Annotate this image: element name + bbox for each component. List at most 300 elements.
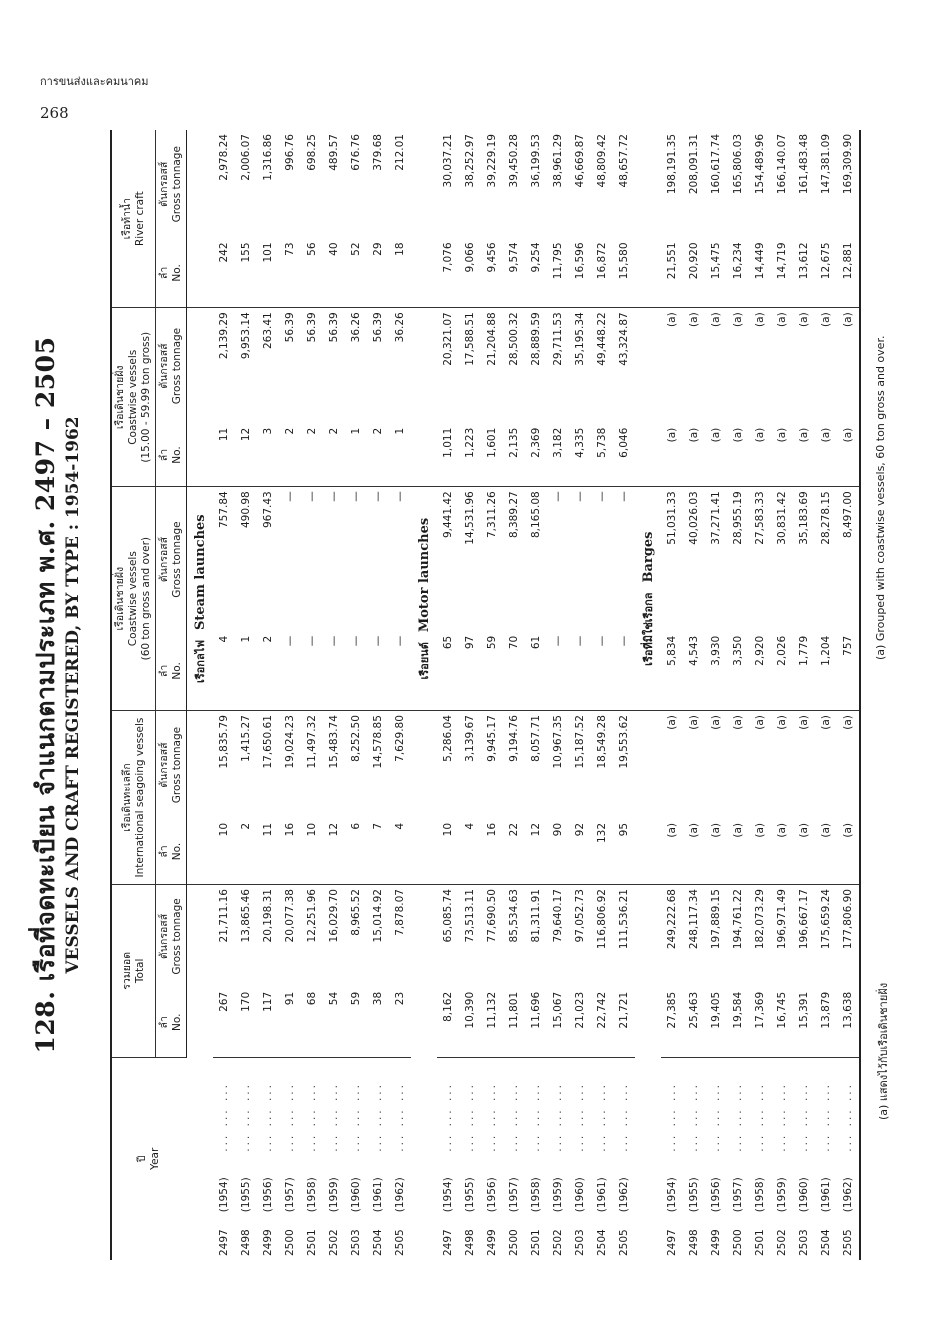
count-cell: 14,449	[749, 238, 771, 307]
count-cell: 90	[547, 819, 569, 885]
year-gregorian: (1956)	[262, 1177, 274, 1213]
table-row	[771, 130, 793, 1260]
count-cell: 22	[503, 819, 525, 885]
tonnage-cell: (a)	[798, 312, 810, 327]
tonnage-cell: 37,271.41	[710, 491, 722, 545]
leader-dots: ... ... ...	[837, 1057, 860, 1156]
year-gregorian: (1961)	[596, 1177, 608, 1213]
tonnage-cell: 11,497.32	[306, 715, 318, 769]
count-cell: 4	[459, 819, 481, 885]
count-cell: 9,254	[525, 238, 547, 307]
count-cell: 15,475	[705, 238, 727, 307]
count-cell: 19,405	[705, 988, 727, 1057]
count-cell: (a)	[727, 424, 749, 487]
count-cell: 10	[437, 819, 459, 885]
count-cell: 38	[367, 988, 389, 1057]
tonnage-cell: 28,500.32	[508, 312, 520, 366]
count-cell: 16,872	[591, 238, 613, 307]
year-gregorian: (1957)	[284, 1177, 296, 1213]
count-cell: 15,067	[547, 988, 569, 1057]
year-gregorian: (1954)	[666, 1177, 678, 1213]
tonnage-cell: 36.26	[350, 312, 362, 343]
leader-dots: ... ... ...	[618, 1082, 630, 1152]
tonnage-cell: 18,549.28	[596, 715, 608, 769]
vessels-table	[110, 130, 861, 1260]
leader-dots: ... ... ...	[596, 1082, 608, 1152]
leader-dots: ... ... ...	[218, 1082, 230, 1152]
tonnage-cell: 39,450.28	[508, 134, 520, 188]
year-gregorian: (1957)	[732, 1177, 744, 1213]
year-thai: 2498	[464, 1229, 476, 1256]
leader-dots: ... ... ...	[754, 1082, 766, 1152]
count-cell: 12	[323, 819, 345, 885]
tonnage-cell: 36,199.53	[530, 134, 542, 188]
year-gregorian: (1962)	[394, 1177, 406, 1213]
tonnage-cell: 182,073.29	[754, 889, 766, 950]
table-row	[591, 130, 613, 1260]
year-thai: 2497	[442, 1229, 454, 1256]
count-cell: 155	[235, 238, 257, 307]
tonnage-cell: 51,031.33	[666, 491, 678, 545]
tonnage-cell: 27,583.33	[754, 491, 766, 545]
section-heading-row	[187, 130, 214, 1260]
count-cell: (a)	[749, 424, 771, 487]
table-row	[793, 130, 815, 1260]
year-thai: 2501	[530, 1229, 542, 1256]
tonnage-cell: (a)	[820, 312, 832, 327]
count-cell: 11,132	[481, 988, 503, 1057]
tonnage-cell: 13,865.46	[240, 889, 252, 943]
count-cell: 2,369	[525, 424, 547, 487]
tonnage-cell: —	[596, 491, 608, 502]
year-thai: 2499	[262, 1229, 274, 1256]
year-gregorian: (1961)	[820, 1177, 832, 1213]
tonnage-cell: 2,978.24	[218, 134, 230, 181]
table-row	[389, 130, 411, 1260]
count-cell: —	[569, 632, 591, 711]
tonnage-cell: 14,531.96	[464, 491, 476, 545]
tonnage-cell: 757.84	[218, 491, 230, 529]
section-heading-row	[411, 130, 437, 1260]
tonnage-cell: 81,311.91	[530, 889, 542, 943]
count-cell: 117	[257, 988, 279, 1057]
tonnage-cell: 8,252.50	[350, 715, 362, 762]
tonnage-cell: 10,967.35	[552, 715, 564, 769]
count-cell: (a)	[705, 819, 727, 885]
count-cell: (a)	[837, 819, 860, 885]
table-row	[705, 130, 727, 1260]
tonnage-cell: 9,945.17	[486, 715, 498, 762]
count-cell: 12,675	[815, 238, 837, 307]
year-gregorian: (1960)	[350, 1177, 362, 1213]
tonnage-cell: 65,085.74	[442, 889, 454, 943]
tonnage-cell: (a)	[754, 715, 766, 730]
year-thai: 2503	[798, 1229, 810, 1256]
leader-dots: ... ... ...	[486, 1082, 498, 1152]
count-cell: 101	[257, 238, 279, 307]
tonnage-cell: 28,889.59	[530, 312, 542, 366]
count-cell: 91	[279, 988, 301, 1057]
count-cell: 10,390	[459, 988, 481, 1057]
count-cell: —	[345, 632, 367, 711]
table-body	[187, 130, 861, 1260]
tonnage-cell: 30,037.21	[442, 134, 454, 188]
tonnage-cell: 35,195.34	[574, 312, 586, 366]
leader-dots: ... ... ...	[328, 1082, 340, 1152]
tonnage-cell: 17,588.51	[464, 312, 476, 366]
count-cell: —	[367, 632, 389, 711]
tonnage-cell: 196,971.49	[776, 889, 788, 950]
count-cell: 13,638	[837, 988, 860, 1057]
tonnage-cell: —	[394, 491, 406, 502]
leader-dots: ... ... ...	[350, 1082, 362, 1152]
table-row	[749, 130, 771, 1260]
tonnage-cell: 40,026.03	[688, 491, 700, 545]
year-thai: 2505	[837, 1216, 860, 1260]
tonnage-cell: 35,183.69	[798, 491, 810, 545]
count-cell: 23	[389, 988, 411, 1057]
tonnage-cell: 5,286.04	[442, 715, 454, 762]
section-label: เรือที่มิใช่เรือกลBarges	[635, 487, 661, 711]
tonnage-cell: 165,806.03	[732, 134, 744, 195]
count-cell: 2,135	[503, 424, 525, 487]
tonnage-cell: 197,889.15	[710, 889, 722, 950]
rotated-table-block	[30, 120, 910, 1270]
count-cell: 4,543	[683, 632, 705, 711]
table-row	[367, 130, 389, 1260]
count-cell: 2	[301, 424, 323, 487]
count-cell: 2	[323, 424, 345, 487]
count-cell: 11	[213, 424, 235, 487]
count-cell: 61	[525, 632, 547, 711]
tonnage-cell: 996.76	[284, 134, 296, 171]
count-cell: 1,779	[793, 632, 815, 711]
total-header: รวมยอด Total	[111, 885, 156, 1058]
year-gregorian: (1954)	[442, 1177, 454, 1213]
tonnage-cell: (a)	[666, 715, 678, 730]
tonnage-cell: (a)	[754, 312, 766, 327]
leader-dots: ... ... ...	[240, 1082, 252, 1152]
count-cell: 21,023	[569, 988, 591, 1057]
count-cell: 2	[257, 632, 279, 711]
year-thai: 2500	[508, 1229, 520, 1256]
table-row	[279, 130, 301, 1260]
count-cell: 3	[257, 424, 279, 487]
footnote-english: (a) Grouped with coastwise vessels, 60 ton gross and over.	[874, 335, 887, 660]
table-row	[727, 130, 749, 1260]
tonnage-cell: 8,389.27	[508, 491, 520, 539]
count-cell: 13,879	[815, 988, 837, 1057]
tonnage-cell: 39,229.19	[486, 134, 498, 188]
table-titles	[30, 120, 108, 1270]
tonnage-cell: 20,077.38	[284, 889, 296, 943]
tonnage-cell: 56.39	[306, 312, 318, 343]
count-cell: 9,456	[481, 238, 503, 307]
count-cell: 27,385	[661, 988, 683, 1057]
tonnage-cell: 7,629.80	[394, 715, 406, 762]
leader-dots: ... ... ...	[530, 1082, 542, 1152]
count-cell: (a)	[837, 424, 860, 487]
count-cell: 9,574	[503, 238, 525, 307]
count-cell: 2,026	[771, 632, 793, 711]
tonnage-cell: 676.76	[350, 134, 362, 171]
leader-dots: ... ... ...	[508, 1082, 520, 1152]
count-cell: 54	[323, 988, 345, 1057]
year-thai: 2504	[596, 1229, 608, 1256]
tonnage-cell: 9,953.14	[240, 312, 252, 360]
count-cell: (a)	[815, 424, 837, 487]
count-cell: 12,881	[837, 238, 860, 307]
table-row	[437, 130, 459, 1260]
tonnage-cell: 17,650.61	[262, 715, 274, 769]
title-english: VESSELS AND CRAFT REGISTERED, BY TYPE : 1954-1962	[63, 416, 83, 974]
tonnage-cell: 8,965.52	[350, 889, 362, 936]
count-cell: 17,369	[749, 988, 771, 1057]
count-cell: 21,721	[613, 988, 635, 1057]
year-gregorian: (1954)	[218, 1177, 230, 1213]
count-cell: 2,920	[749, 632, 771, 711]
count-cell: 1,223	[459, 424, 481, 487]
leader-dots: ... ... ...	[574, 1082, 586, 1152]
tonnage-cell: 490.98	[240, 491, 252, 529]
table-row	[683, 130, 705, 1260]
count-cell: 16,596	[569, 238, 591, 307]
year-thai: 2500	[284, 1229, 296, 1256]
tonnage-cell: (a)	[798, 715, 810, 730]
tonnage-cell: 49,448.22	[596, 312, 608, 366]
count-cell: 22,742	[591, 988, 613, 1057]
tonnage-cell: 1,316.86	[262, 134, 274, 181]
tonnage-cell: 379.68	[372, 134, 384, 171]
tonnage-cell: 48,657.72	[618, 134, 630, 188]
tonnage-cell: 116,806.92	[596, 889, 608, 950]
count-cell: 7	[367, 819, 389, 885]
tonnage-cell: 169,309.90	[837, 130, 860, 238]
count-cell: 15,391	[793, 988, 815, 1057]
count-cell: 6	[345, 819, 367, 885]
count-cell: 7,076	[437, 238, 459, 307]
tonnage-cell: 489.57	[328, 134, 340, 171]
count-cell: (a)	[727, 819, 749, 885]
tonnage-cell: 15,014.92	[372, 889, 384, 943]
tonnage-cell: 2,139.29	[218, 312, 230, 360]
tonnage-cell: 12,251.96	[306, 889, 318, 943]
coast15-header: เรือเดินชายฝั่ง Coastwise vessels (15.00 - 59.99 ton gross)	[111, 308, 156, 487]
leader-dots: ... ... ...	[394, 1082, 406, 1152]
count-cell: 267	[213, 988, 235, 1057]
leader-dots: ... ... ...	[262, 1082, 274, 1152]
count-cell: 97	[459, 632, 481, 711]
year-thai: 2502	[328, 1229, 340, 1256]
count-cell: 5,738	[591, 424, 613, 487]
tonnage-cell: 21,711.16	[218, 889, 230, 943]
tonnage-cell: 38,252.97	[464, 134, 476, 188]
tonnage-cell: 46,669.87	[574, 134, 586, 188]
count-cell: 1	[235, 632, 257, 711]
count-cell: 10	[213, 819, 235, 885]
tonnage-cell: 79,640.17	[552, 889, 564, 943]
tonnage-cell: (a)	[776, 312, 788, 327]
count-cell: 16	[279, 819, 301, 885]
coast60-header: เรือเดินชายฝั่ง Coastwise vessels (60 ton gross and over)	[111, 487, 156, 711]
tonnage-cell: —	[306, 491, 318, 502]
tonnage-cell: 698.25	[306, 134, 318, 171]
year-gregorian: (1958)	[530, 1177, 542, 1213]
count-cell: 2	[367, 424, 389, 487]
leader-dots: ... ... ...	[552, 1082, 564, 1152]
leader-dots: ... ... ...	[688, 1082, 700, 1152]
count-cell: 6,046	[613, 424, 635, 487]
tonnage-cell: (a)	[837, 711, 860, 819]
count-cell: 2	[279, 424, 301, 487]
count-cell: 9,066	[459, 238, 481, 307]
page-number: 268	[40, 104, 69, 122]
count-cell: 70	[503, 632, 525, 711]
tonnage-cell: (a)	[776, 715, 788, 730]
count-cell: 3,930	[705, 632, 727, 711]
count-cell: 13,612	[793, 238, 815, 307]
count-cell: —	[591, 632, 613, 711]
table-row	[213, 130, 235, 1260]
tonnage-cell: 21,204.88	[486, 312, 498, 366]
tonnage-cell: 56.39	[284, 312, 296, 343]
leader-dots: ... ... ...	[442, 1082, 454, 1152]
count-cell: 16,234	[727, 238, 749, 307]
tonnage-cell: 56.39	[328, 312, 340, 343]
year-thai: 2505	[618, 1229, 630, 1256]
year-thai: 2503	[350, 1229, 362, 1256]
count-cell: 68	[301, 988, 323, 1057]
tonnage-cell: 196,667.17	[798, 889, 810, 950]
count-cell: —	[389, 632, 411, 711]
leader-dots: ... ... ...	[732, 1082, 744, 1152]
count-cell: 1	[345, 424, 367, 487]
tonnage-cell: 9,194.76	[508, 715, 520, 762]
tonnage-cell: 19,553.62	[618, 715, 630, 769]
tonnage-cell: 263.41	[262, 312, 274, 350]
count-cell: 14,719	[771, 238, 793, 307]
count-cell: 20,920	[683, 238, 705, 307]
year-thai: 2504	[372, 1229, 384, 1256]
tonnage-cell: —	[574, 491, 586, 502]
tonnage-cell: 56.39	[372, 312, 384, 343]
tonnage-cell: 175,659.24	[820, 889, 832, 950]
table-row	[257, 130, 279, 1260]
count-cell: 1,011	[437, 424, 459, 487]
tonnage-cell: —	[372, 491, 384, 502]
table-row	[301, 130, 323, 1260]
year-gregorian: (1955)	[688, 1177, 700, 1213]
tonnage-cell: —	[284, 491, 296, 502]
tonnage-cell: 19,024.23	[284, 715, 296, 769]
year-thai: 2501	[306, 1229, 318, 1256]
count-cell: 170	[235, 988, 257, 1057]
count-cell: 11	[257, 819, 279, 885]
count-cell: 56	[301, 238, 323, 307]
count-cell: (a)	[815, 819, 837, 885]
tonnage-cell: 198,191.35	[666, 134, 678, 195]
year-gregorian: (1958)	[306, 1177, 318, 1213]
count-cell: 16,745	[771, 988, 793, 1057]
tonnage-cell: (a)	[710, 715, 722, 730]
tonnage-cell: 9,441.42	[442, 491, 454, 539]
count-cell: 59	[345, 988, 367, 1057]
river-header: เรือท้าน้ำ River craft	[111, 130, 156, 308]
table-row	[569, 130, 591, 1260]
tonnage-cell: 154,489.96	[754, 134, 766, 195]
tonnage-cell: 212.01	[394, 134, 406, 171]
count-cell: 757	[837, 632, 860, 711]
ministry-header: การขนส่งและคมนาคม	[40, 75, 149, 88]
table-row	[547, 130, 569, 1260]
tonnage-cell: 208,091.31	[688, 134, 700, 195]
count-cell: 8,162	[437, 988, 459, 1057]
tonnage-cell: 30,831.42	[776, 491, 788, 545]
year-thai: 2505	[394, 1229, 406, 1256]
tonnage-cell: 8,497.00	[837, 487, 860, 632]
tonnage-cell: (a)	[820, 715, 832, 730]
year-thai: 2503	[574, 1229, 586, 1256]
year-thai: 2497	[218, 1229, 230, 1256]
count-cell: 95	[613, 819, 635, 885]
tonnage-cell: 15,835.79	[218, 715, 230, 769]
tonnage-cell: 161,483.48	[798, 134, 810, 195]
count-cell: 92	[569, 819, 591, 885]
footnotes	[874, 130, 894, 1260]
count-cell: 132	[591, 819, 613, 885]
year-gregorian: (1959)	[328, 1177, 340, 1213]
subheader-row: ลำ No. ตันกรอสส์ Gross tonnage ลำ No. ตันกรอสส์ Gross tonnage ลำ No. ตันกรอสส์ Gross tonnage ลำ No. ตันกรอสส์ Gross tonnage ลำ No. ตันกรอสส์ Gross tonnage	[156, 130, 187, 1260]
year-thai: 2497	[666, 1229, 678, 1256]
count-cell: 59	[481, 632, 503, 711]
count-cell: (a)	[771, 424, 793, 487]
count-cell: (a)	[661, 819, 683, 885]
table-row	[345, 130, 367, 1260]
footnote-thai: (a) แสดงไว้กับเรือเดินชายฝั่ง	[877, 982, 890, 1120]
count-cell: 11,795	[547, 238, 569, 307]
year-thai: 2500	[732, 1229, 744, 1256]
tonnage-cell: 194,761.22	[732, 889, 744, 950]
tonnage-cell: 249,222.68	[666, 889, 678, 950]
tonnage-cell: —	[328, 491, 340, 502]
year-gregorian: (1959)	[776, 1177, 788, 1213]
count-cell: 3,350	[727, 632, 749, 711]
section-heading-row	[635, 130, 661, 1260]
tonnage-cell: 7,311.26	[486, 491, 498, 539]
count-cell: 242	[213, 238, 235, 307]
section-label: เรือยนต์Motor launches	[411, 487, 437, 711]
year-thai: 2502	[552, 1229, 564, 1256]
tonnage-cell: —	[350, 491, 362, 502]
year-thai: 2502	[776, 1229, 788, 1256]
section-label: เรือกลไฟSteam launches	[187, 487, 214, 711]
tonnage-cell: 85,534.63	[508, 889, 520, 943]
year-gregorian: (1957)	[508, 1177, 520, 1213]
leader-dots: ... ... ...	[798, 1082, 810, 1152]
count-cell: (a)	[705, 424, 727, 487]
tonnage-cell: 177,806.90	[837, 885, 860, 988]
count-cell: 65	[437, 632, 459, 711]
year-gregorian: (1955)	[464, 1177, 476, 1213]
tonnage-cell: 3,139.67	[464, 715, 476, 762]
year-gregorian: (1956)	[710, 1177, 722, 1213]
count-cell: —	[279, 632, 301, 711]
tonnage-cell: 36.26	[394, 312, 406, 343]
year-thai: 2501	[754, 1229, 766, 1256]
count-cell: —	[301, 632, 323, 711]
count-cell: (a)	[771, 819, 793, 885]
tonnage-cell: (a)	[688, 715, 700, 730]
